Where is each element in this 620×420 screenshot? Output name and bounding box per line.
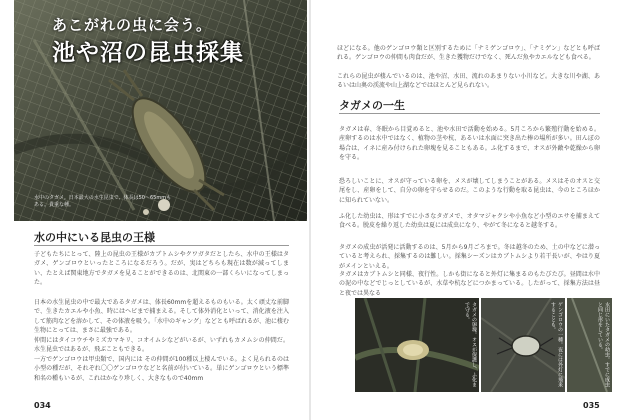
paragraph-left-2: 日本の水生昆虫の中で最大であるタガメは、体長60mmを超えるものもいる。太く頑丈な前脚で、生きたカエルや小魚、時にはヘビまで捕まえる。そして体外消化といって、消化液を注入して筋肉などを溶かして、その体液を吸う。「水中のギャング」などとも呼ばれるが、池に棲む生物にとっては、まさに最強である。 <box>34 299 289 335</box>
page-number-left: 034 <box>34 401 51 410</box>
nymph-caption: 水田にいたタガメの幼虫。すでに成虫と同じ形をしている。 <box>597 302 610 387</box>
section-heading-left: 水の中にいる昆虫の王様 <box>34 231 155 244</box>
egg-mass-caption: タガメの卵塊。オスが保護し、ふ化まで守る。 <box>464 302 477 387</box>
hero-title: 池や沼の昆虫採集 <box>52 40 244 66</box>
paragraph-right-top-1: ほどになる。他のゲンゴロウ類と区別するために「ナミゲンゴロウ」、「ナミゲン」などとも呼ばれる。ゲンゴロウの仲間も肉食だが、生きた獲物だけでなく、死んだ魚やカエルなども食べる。 <box>337 45 600 62</box>
left-page <box>0 0 309 420</box>
heading-rule-left <box>34 245 289 246</box>
hero-subtitle: あこがれの虫に会う。 <box>52 16 213 34</box>
paragraph-right-2: 恐ろしいことに、オスが守っている卵を、メスが壊してしまうことがある。メスはそのオスと交尾をし、産卵をして、自分の卵を守らせるのだ。このような行動を取る昆虫は、今のところほかに知られていない。 <box>339 178 600 204</box>
right-page <box>311 0 620 420</box>
paragraph-left-4: 一方でゲンゴロウは甲虫類で、国内には その仲間が100種以上棲んでいる。よく見られるのは小型の種だが、それぞれ〇〇ゲンゴロウなどと名前が付いている。単にゲンゴロウという標準和名の種もいるが、これはかなり珍しく、大きなもので40mm <box>34 356 289 382</box>
paragraph-right-top-2: これらの昆虫が棲んでいるのは、池や沼、水田、流れのあまりない小川など。大きな川や湖、あるいは山奥の渓流や山上湖などではほとんど見られない。 <box>337 73 600 90</box>
page-number-right: 035 <box>583 401 600 410</box>
hero-caption: 水中のタガメ。日本最大の水生昆虫で、体長は50〜65mmもある。貴重な種。 <box>34 195 172 208</box>
diving-beetle-caption: ゲンゴロウの一種。夜には外灯に飛来することも。 <box>550 302 563 387</box>
paragraph-left-3: 仲間にはタイコウチやミズカマキリ、コオイムシなどがいるが、いずれもカメムシの仲間だ。水生昆虫ではあるが、飛ぶこともできる。 <box>34 337 289 354</box>
hero-photo <box>14 0 307 221</box>
section-heading-right: タガメの一生 <box>339 99 405 112</box>
egg-mass-photo <box>355 298 479 392</box>
nymph-photo <box>567 298 612 392</box>
paragraph-right-1: タガメは春、冬眠から目覚めると、池や水田で活動を始める。5月ころから繁殖行動を始める。産卵するのは水中ではなく、植物の茎や杭、あるいは水面に突き出た棒の場所が多い。田んぼの場合は、イネに産み付けられた卵塊を見ることもある。ふ化するまで、オスが外敵や乾燥から卵を守る。 <box>339 126 600 162</box>
paragraph-right-5: タガメはカブトムシと同様、夜行性。しかも街になると外灯に集まるのもたびたび。昼間は水中の泥の中などでじっとしているが、水草や杭などにつかまっている。したがって、採集方法は昼と夜では異なる <box>339 271 600 297</box>
egg-mass-image <box>355 298 479 392</box>
paragraph-right-4: タガメの成虫が活発に活動するのは、5月から9月ごろまで。冬は越冬のため、土の中などに潜っていると考えられ、採集するのは難しい。採集シーズンはカブトムシより若干長いが、やはり夏がメインといえる。 <box>339 244 600 270</box>
diving-beetle-photo <box>481 298 565 392</box>
paragraph-right-3: ふ化した幼虫は、形はすでに小さなタガメで、オタマジャクシや小魚など小型のエサを捕まえて食べる。脱皮を繰り返した幼虫は夏には成虫になり、やがて冬になると越冬する。 <box>339 213 600 230</box>
heading-rule-right <box>339 113 600 114</box>
paragraph-left-1: 子どもたちにとって、陸上の昆虫の王様がカブトムシやクワガタだとしたら、水中の王様はタガメ、ゲンゴロウといったところになるだろう。だが、実はどちらも現在は数が減ってしまい、たとえば関東地方でタガメを見ることができるのは、北関東の一部くらいになってしまった。 <box>34 251 289 287</box>
